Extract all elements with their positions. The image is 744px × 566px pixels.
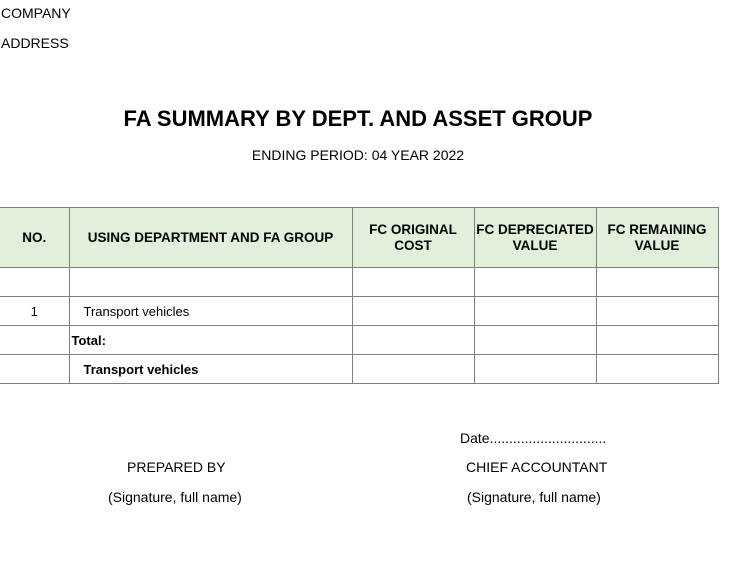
table-row	[0, 268, 718, 297]
fa-summary-table	[0, 207, 719, 384]
cell-no	[0, 268, 69, 297]
depreciated-line2: VALUE	[512, 237, 558, 253]
cell-depreciated	[474, 268, 596, 297]
depreciated-line1: FC DEPRECIATED	[476, 221, 594, 237]
column-header-depreciated	[474, 208, 596, 268]
cell-remaining	[596, 297, 718, 326]
signature-left: (Signature, full name)	[108, 489, 242, 505]
column-header-remaining	[596, 208, 718, 268]
report-title: FA SUMMARY BY DEPT. AND ASSET GROUP	[123, 106, 593, 131]
remaining-line1: FC REMAINING	[607, 221, 707, 237]
cell-no: 1	[0, 297, 69, 326]
total-row	[0, 326, 718, 355]
table-header-row	[0, 208, 718, 268]
report-period: ENDING PERIOD: 04 YEAR 2022	[251, 147, 465, 163]
cell-remaining	[596, 268, 718, 297]
date-line: Date..............................	[460, 430, 607, 446]
cell-original-cost	[352, 326, 474, 355]
cell-original-cost	[352, 355, 474, 384]
company-address: ADDRESS	[1, 35, 69, 51]
total-group-row	[0, 355, 718, 384]
cell-remaining	[596, 355, 718, 384]
cell-depreciated	[474, 326, 596, 355]
cell-original-cost	[352, 268, 474, 297]
cell-depreciated	[474, 297, 596, 326]
original-cost-line2: COST	[394, 237, 432, 253]
cell-no	[0, 355, 69, 384]
column-header-original-cost	[352, 208, 474, 268]
remaining-line2: VALUE	[634, 237, 680, 253]
total-label: Total:	[69, 326, 352, 355]
cell-original-cost	[352, 297, 474, 326]
prepared-by-label: PREPARED BY	[127, 459, 226, 475]
column-header-no: NO.	[0, 208, 69, 268]
cell-remaining	[596, 326, 718, 355]
cell-no	[0, 326, 69, 355]
cell-depreciated	[474, 355, 596, 384]
cell-group: Transport vehicles	[69, 297, 352, 326]
chief-accountant-label: CHIEF ACCOUNTANT	[466, 459, 608, 475]
company-name: COMPANY	[1, 5, 71, 21]
cell-group	[69, 268, 352, 297]
column-header-group: USING DEPARTMENT AND FA GROUP	[69, 208, 352, 268]
table-row	[0, 297, 718, 326]
total-group-label: Transport vehicles	[69, 355, 352, 384]
signature-right: (Signature, full name)	[467, 489, 601, 505]
original-cost-line1: FC ORIGINAL	[369, 221, 457, 237]
